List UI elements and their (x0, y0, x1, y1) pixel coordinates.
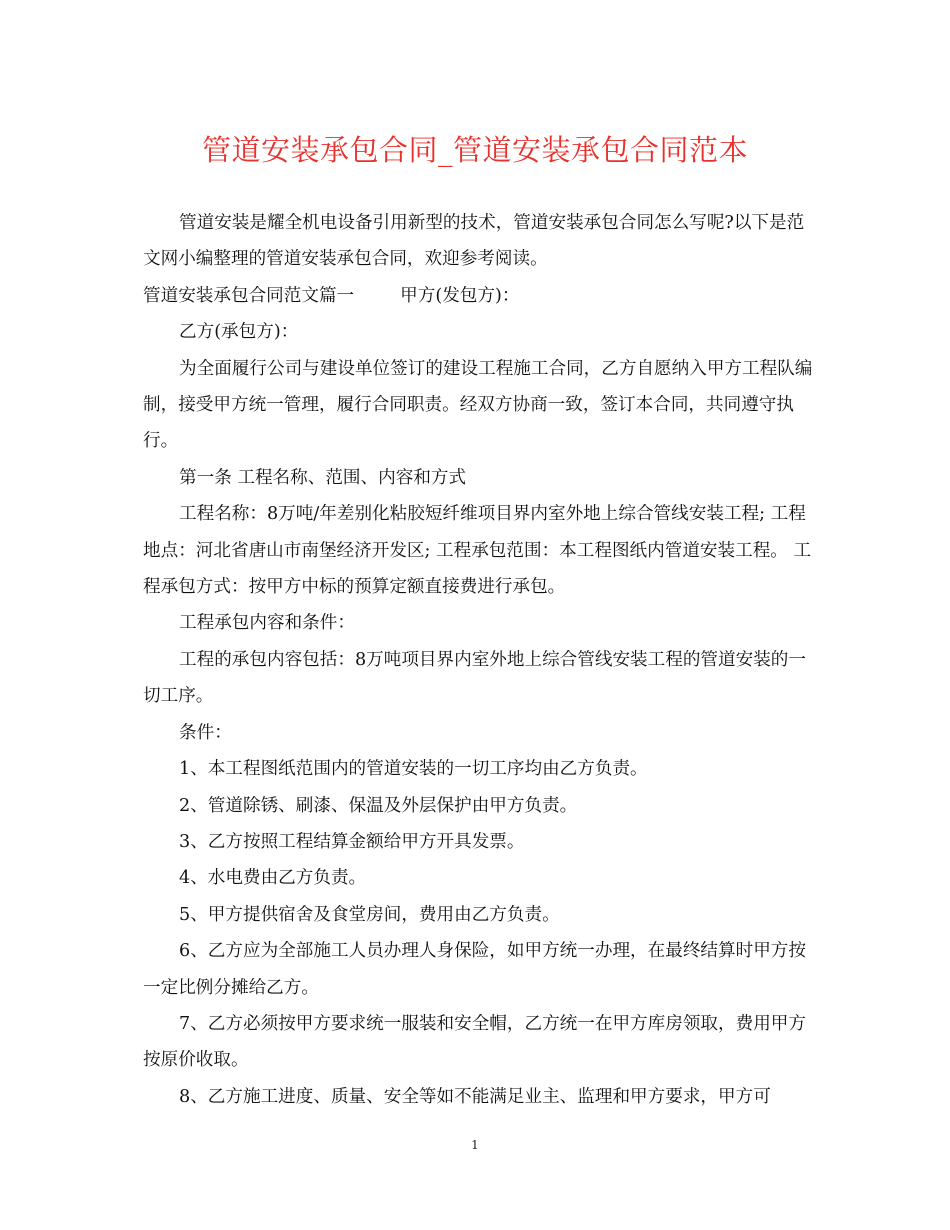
article-one-heading: 第一条 工程名称、范围、内容和方式 (179, 467, 467, 488)
sample-heading-line (143, 278, 815, 314)
scope-content-paragraph: 工程的承包内容包括：8万吨项目界内室外地上综合管线安装工程的管道安装的一切工序。 (143, 649, 806, 707)
condition-item: 6、乙方应为全部施工人员办理人身保险，如甲方统一办理，在最终结算时甲方按一定比例分摊给乙方。 (143, 941, 806, 998)
condition-item: 3、乙方按照工程结算金额给甲方开具发票。 (179, 831, 525, 852)
condition-item: 7、乙方必须按甲方要求统一服装和安全帽，乙方统一在甲方库房领取，费用甲方按原价收取。 (143, 1013, 806, 1071)
document-title: 管道安装承包合同_管道安装承包合同范本 (201, 133, 748, 167)
scope-heading: 工程承包内容和条件： (179, 613, 355, 634)
project-info-paragraph: 工程名称：8万吨/年差别化粘胶短纤维项目界内室外地上综合管线安装工程; 工程地点：河北省唐山市南堡经济开发区; 工程承包范围：本工程图纸内管道安装工程。 工程承包方式：按甲方中标的预算定额直接费进行承包。 (143, 504, 812, 598)
party-a-label: 甲方(发包方)： (400, 285, 520, 306)
condition-item: 1、本工程图纸范围内的管道安装的一切工序均由乙方负责。 (179, 759, 648, 780)
page-number: 1 (471, 1138, 479, 1152)
conditions-heading: 条件： (179, 722, 232, 743)
condition-item: 8、乙方施工进度、质量、安全等如不能满足业主、监理和甲方要求，甲方可 (179, 1086, 771, 1107)
preamble-paragraph: 为全面履行公司与建设单位签订的建设工程施工合同，乙方自愿纳入甲方工程队编制，接受甲方统一管理，履行合同职责。经双方协商一致，签订本合同，共同遵守执行。 (143, 358, 813, 452)
condition-item: 5、甲方提供宿舍及食堂房间，费用由乙方负责。 (179, 904, 560, 925)
party-b-label: 乙方(承包方)： (179, 322, 299, 343)
document-body (143, 205, 815, 1115)
condition-item: 2、管道除锈、刷漆、保温及外层保护由甲方负责。 (179, 795, 578, 816)
condition-item: 4、水电费由乙方负责。 (179, 868, 367, 889)
intro-paragraph: 管道安装是耀全机电设备引用新型的技术，管道安装承包合同怎么写呢?以下是范文网小编整理的管道安装承包合同，欢迎参考阅读。 (143, 213, 805, 270)
sample-heading: 管道安装承包合同范文篇一 (143, 285, 355, 306)
